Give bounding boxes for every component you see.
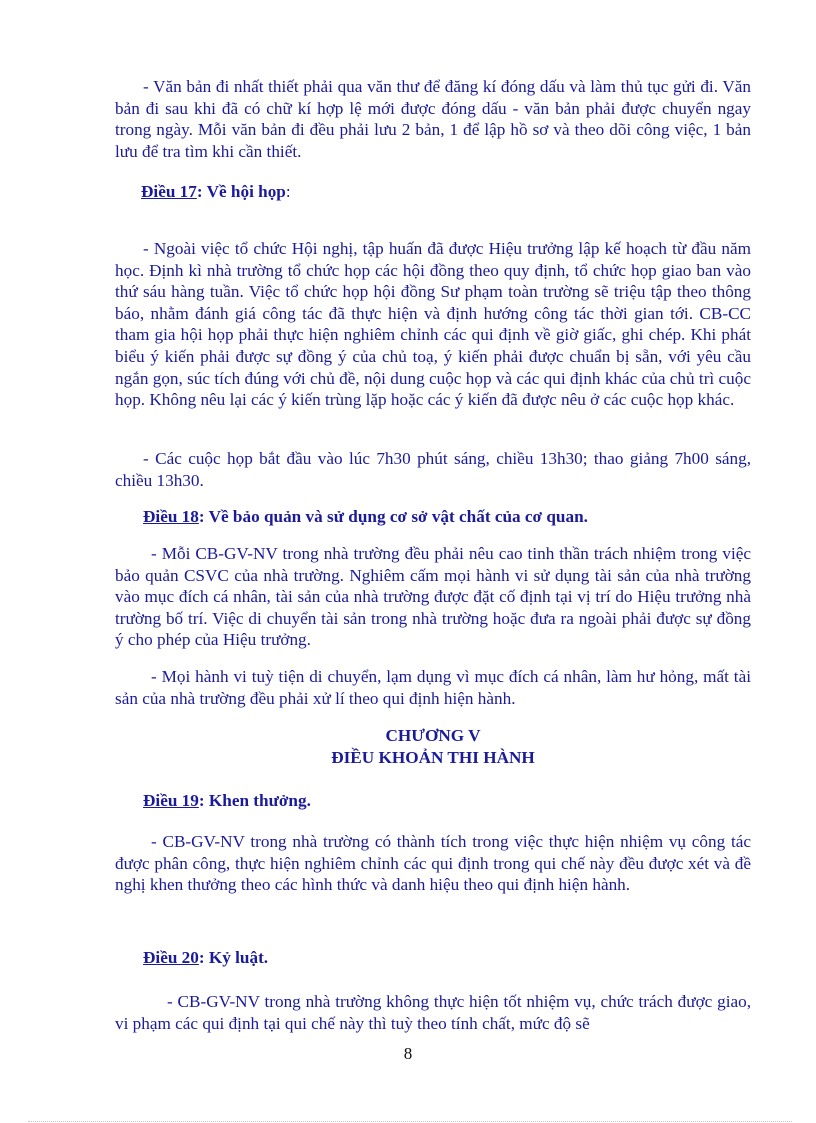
paragraph-rewards: - CB-GV-NV trong nhà trường có thành tích trong việc thực hiện nhiệm vụ công tác được phân công, thực hiện nghiêm chỉnh các qui định trong qui chế này đều được xét và đề nghị khen thưởng theo các hình thức và danh hiệu theo qui định hiện hành. <box>115 832 751 895</box>
heading-title: Về bảo quản và sử dụng cơ sở vật chất của cơ quan. <box>204 507 588 526</box>
page-number: 8 <box>403 1044 413 1063</box>
heading-dieu-19: Điều 19: Khen thưởng. <box>143 791 311 810</box>
paragraph-meetings: - Ngoài việc tổ chức Hội nghị, tập huấn đã được Hiệu trưởng lập kế hoạch từ đầu năm học. Định kì nhà trường tổ chức họp các hội đồng theo quy định, tổ chức họp giao ban vào thứ sáu hàng tuần. Việc tổ chức họp hội đồng Sư phạm toàn trường sẽ triệu tập theo thông báo, nhằm đánh giá công tác đã thực hiện và định hướng công tác thời gian tới. CB-CC tham gia hội họp phải thực hiện nghiêm chỉnh các qui định về giờ giấc, ghi chép. Khi phát biểu ý kiến phải được sự đồng ý của chủ toạ, ý kiến phải được chuẩn bị sẵn, với yêu cầu ngắn gọn, súc tích đúng với chủ đề, nội dung cuộc họp và các qui định khác của chủ trì cuộc họp. Không nêu lại các ý kiến trùng lặp hoặc các ý kiến đã được nêu ở các cuộc họp khác. <box>115 239 751 410</box>
paragraph-discipline: - CB-GV-NV trong nhà trường không thực hiện tốt nhiệm vụ, chức trách được giao, vi phạm các qui định tại qui chế này thì tuỳ theo tính chất, mức độ sẽ <box>115 992 751 1033</box>
heading-dieu-20: Điều 20: Kỷ luật. <box>143 948 269 967</box>
paragraph-asset-violations: - Mọi hành vi tuỳ tiện di chuyển, lạm dụng vì mục đích cá nhân, làm hư hỏng, mất tài sản của nhà trường đều phải xử lí theo qui định hiện hành. <box>115 667 751 708</box>
paragraph-outgoing-documents: - Văn bản đi nhất thiết phải qua văn thư để đăng kí đóng dấu và làm thủ tục gửi đi. Văn bản đi sau khi đã có chữ kí hợp lệ mới được đóng dấu - văn bản phải được chuyển ngay trong ngày. Mỗi văn bản đi đều phải lưu 2 bản, 1 để lập hồ sơ và theo dõi công việc, 1 bản lưu để tra tìm khi cần thiết. <box>115 77 751 161</box>
chapter-label: CHƯƠNG V <box>385 726 481 745</box>
paragraph-meeting-times: - Các cuộc họp bắt đầu vào lúc 7h30 phút sáng, chiều 13h30; thao giảng 7h00 sáng, chiều 13h30. <box>115 449 751 490</box>
page-bottom-divider <box>28 1121 792 1122</box>
heading-dieu-17: Điều 17: Về hội họp: <box>141 182 291 201</box>
heading-number: Điều 18 <box>143 507 199 526</box>
heading-number: Điều 19 <box>143 791 199 810</box>
heading-number: Điều 20 <box>143 948 199 967</box>
heading-dieu-18: Điều 18: Về bảo quản và sử dụng cơ sở vật chất của cơ quan. <box>143 507 588 526</box>
heading-title: Về hội họp <box>202 182 286 201</box>
heading-title: Khen thưởng. <box>204 791 311 810</box>
chapter-title: ĐIỀU KHOẢN THI HÀNH <box>331 748 535 767</box>
paragraph-asset-care: - Mỗi CB-GV-NV trong nhà trường đều phải nêu cao tinh thần trách nhiệm trong việc bảo quản CSVC của nhà trường. Nghiêm cấm mọi hành vi sử dụng tài sản của nhà trường vào mục đích cá nhân, tài sản của nhà trường được đặt cố định tại vị trí do Hiệu trưởng nhà trường bố trí. Việc di chuyển tài sản trong nhà trường hoặc đưa ra ngoài phải được sự đồng ý cho phép của Hiệu trưởng. <box>115 544 751 650</box>
heading-number: Điều 17 <box>141 182 197 201</box>
heading-title: Kỷ luật. <box>204 948 269 967</box>
